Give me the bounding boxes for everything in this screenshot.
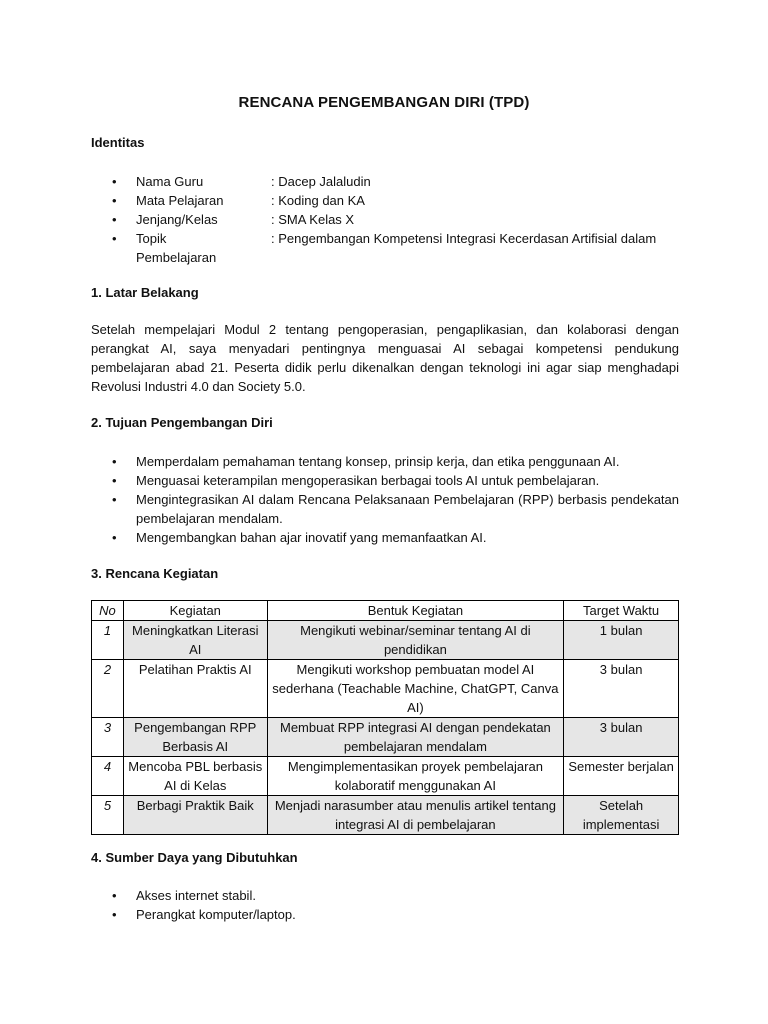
sumber-list — [91, 886, 679, 924]
cell-kegiatan: Meningkatkan Literasi AI — [123, 621, 267, 660]
identitas-item — [91, 172, 679, 191]
cell-kegiatan: Mencoba PBL berbasis AI di Kelas — [123, 757, 267, 796]
cell-bentuk: Membuat RPP integrasi AI dengan pendekatan pembelajaran mendalam — [267, 718, 564, 757]
latar-heading: 1. Latar Belakang — [91, 285, 199, 300]
cell-no: 4 — [92, 757, 124, 796]
tujuan-item: • Memperdalam pemahaman tentang konsep, prinsip kerja, dan etika penggunaan AI. — [91, 452, 679, 471]
identitas-label: • Mata Pelajaran — [136, 193, 224, 208]
cell-bentuk: Menjadi narasumber atau menulis artikel tentang integrasi AI di pembelajaran — [267, 796, 564, 835]
sumber-heading: 4. Sumber Daya yang Dibutuhkan — [91, 850, 298, 865]
table-row — [92, 621, 679, 660]
cell-kegiatan: Pelatihan Praktis AI — [123, 660, 267, 718]
column-header-kegiatan: Kegiatan — [123, 601, 267, 621]
cell-kegiatan: Berbagi Praktik Baik — [123, 796, 267, 835]
tujuan-item: • Mengintegrasikan AI dalam Rencana Pelaksanaan Pembelajaran (RPP) berbasis pendekatan pembelajaran mendalam. — [91, 490, 679, 528]
column-header-no: No — [92, 601, 124, 621]
identitas-label-continued: Pembelajaran — [136, 250, 217, 265]
identitas-label: • Topik — [136, 231, 167, 246]
cell-no: 1 — [92, 621, 124, 660]
column-header-waktu: Target Waktu — [564, 601, 679, 621]
identitas-list — [91, 172, 679, 267]
table-row — [92, 660, 679, 718]
cell-waktu: 3 bulan — [564, 660, 679, 718]
identitas-item — [91, 210, 679, 229]
table-row — [92, 718, 679, 757]
table-header-row — [92, 601, 679, 621]
tujuan-heading: 2. Tujuan Pengembangan Diri — [91, 415, 273, 430]
tujuan-item: • Mengembangkan bahan ajar inovatif yang memanfaatkan AI. — [91, 528, 679, 547]
cell-waktu: Setelah implementasi — [564, 796, 679, 835]
document-title: RENCANA PENGEMBANGAN DIRI (TPD) — [238, 94, 530, 111]
sumber-item: • Perangkat komputer/laptop. — [91, 905, 679, 924]
table-row — [92, 757, 679, 796]
cell-waktu: 1 bulan — [564, 621, 679, 660]
sumber-item: • Akses internet stabil. — [91, 886, 679, 905]
cell-no: 5 — [92, 796, 124, 835]
column-header-bentuk: Bentuk Kegiatan — [267, 601, 564, 621]
latar-paragraph: Setelah mempelajari Modul 2 tentang pengoperasian, pengaplikasian, dan kolaborasi dengan perangkat AI, saya menyadari pentingnya menguasai AI sebagai kompetensi pendukung pembelajaran abad 21. Peserta didik perlu dikenalkan dengan teknologi ini agar siap menghadapi Revolusi Industri 4.0 dan Society 5.0. — [91, 322, 679, 394]
identitas-item — [91, 191, 679, 210]
identitas-value: : Pengembangan Kompetensi Integrasi Kecerdasan Artifisial dalam — [271, 231, 657, 246]
identitas-value: : Koding dan KA — [271, 193, 365, 208]
identitas-item — [91, 229, 679, 267]
identitas-value: : SMA Kelas X — [271, 212, 355, 227]
cell-kegiatan: Pengembangan RPP Berbasis AI — [123, 718, 267, 757]
cell-bentuk: Mengikuti workshop pembuatan model AI sederhana (Teachable Machine, ChatGPT, Canva AI) — [267, 660, 564, 718]
cell-bentuk: Mengimplementasikan proyek pembelajaran kolaboratif menggunakan AI — [267, 757, 564, 796]
cell-waktu: 3 bulan — [564, 718, 679, 757]
cell-no: 2 — [92, 660, 124, 718]
identitas-label: • Nama Guru — [136, 174, 204, 189]
cell-bentuk: Mengikuti webinar/seminar tentang AI di pendidikan — [267, 621, 564, 660]
cell-waktu: Semester berjalan — [564, 757, 679, 796]
identitas-value: : Dacep Jalaludin — [271, 174, 371, 189]
tujuan-list — [91, 452, 679, 547]
kegiatan-table — [91, 600, 679, 835]
kegiatan-heading: 3. Rencana Kegiatan — [91, 566, 219, 581]
tujuan-item: • Menguasai keterampilan mengoperasikan berbagai tools AI untuk pembelajaran. — [91, 471, 679, 490]
identitas-label: • Jenjang/Kelas — [136, 212, 218, 227]
identitas-heading: Identitas — [91, 135, 145, 150]
table-row — [92, 796, 679, 835]
cell-no: 3 — [92, 718, 124, 757]
